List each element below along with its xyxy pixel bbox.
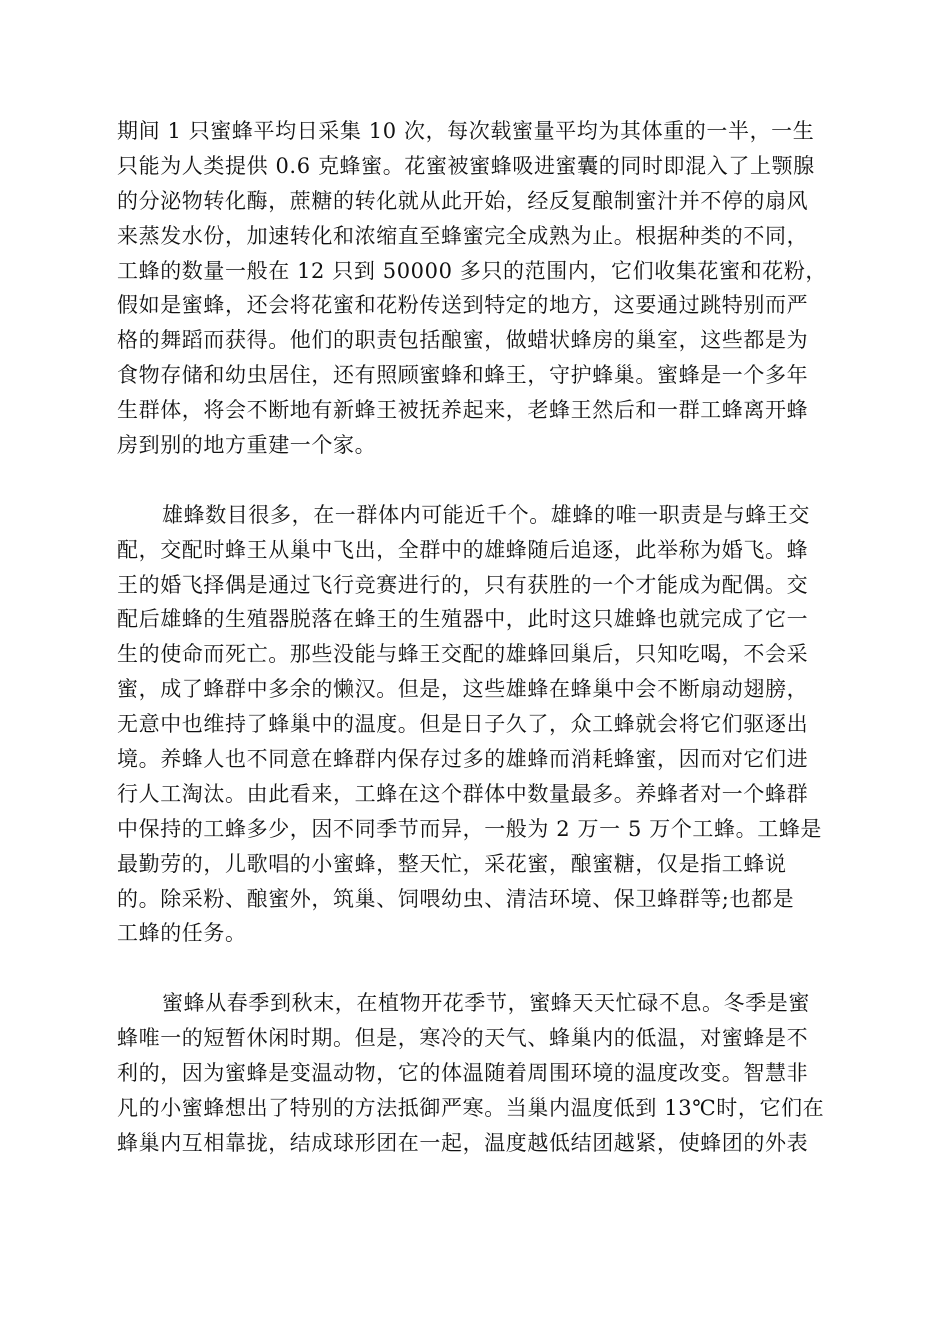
document-body (117, 114, 837, 1161)
text-line: 蜜蜂从春季到秋末，在植物开花季节，蜜蜂天天忙碌不息。冬季是蜜 (162, 991, 810, 1016)
text-line: 生群体，将会不断地有新蜂王被抚养起来，老蜂王然后和一群工蜂离开蜂 (117, 398, 809, 423)
paragraph-spacer (117, 951, 837, 986)
text-line: 房到别的地方重建一个家。 (117, 433, 377, 458)
text-line: 来蒸发水份，加速转化和浓缩直至蜂蜜完全成熟为止。根据种类的不同， (117, 223, 809, 248)
text-line: 配后雄蜂的生殖器脱落在蜂王的生殖器中，此时这只雄蜂也就完成了它一 (117, 607, 809, 632)
text-line: 蜜，成了蜂群中多余的懒汉。但是，这些雄蜂在蜂巢中会不断扇动翅膀， (117, 677, 809, 702)
text-line: 蜂巢内互相靠拢，结成球形团在一起，温度越低结团越紧，使蜂团的外表 (117, 1130, 809, 1155)
text-line: 食物存储和幼虫居住，还有照顾蜜蜂和蜂王，守护蜂巢。蜜蜂是一个多年 (117, 363, 809, 388)
text-line: 境。养蜂人也不同意在蜂群内保存过多的雄蜂而消耗蜂蜜，因而对它们进 (117, 747, 809, 772)
text-line: 利的，因为蜜蜂是变温动物，它的体温随着周围环境的温度改变。智慧非 (117, 1061, 809, 1086)
paragraph-spacer (117, 463, 837, 498)
text-line: 最勤劳的，儿歌唱的小蜜蜂，整天忙，采花蜜，酿蜜糖，仅是指工蜂说 (117, 851, 787, 876)
text-line: 雄蜂数目很多，在一群体内可能近千个。雄蜂的唯一职责是与蜂王交 (162, 502, 810, 527)
text-line: 的。除采粉、酿蜜外，筑巢、饲喂幼虫、清洁环境、保卫蜂群等;也都是 (117, 886, 795, 911)
text-line: 只能为人类提供 0.6 克蜂蜜。花蜜被蜜蜂吸进蜜囊的同时即混入了上颚腺 (117, 153, 815, 178)
text-line: 格的舞蹈而获得。他们的职责包括酿蜜，做蜡状蜂房的巢室，这些都是为 (117, 328, 809, 353)
text-line: 假如是蜜蜂，还会将花蜜和花粉传送到特定的地方，这要通过跳特别而严 (117, 293, 809, 318)
text-line: 配，交配时蜂王从巢中飞出，全群中的雄蜂随后追逐，此举称为婚飞。蜂 (117, 537, 809, 562)
text-line: 期间 1 只蜜蜂平均日采集 10 次，每次载蜜量平均为其体重的一半，一生 (117, 119, 815, 143)
text-line: 无意中也维持了蜂巢中的温度。但是日子久了，众工蜂就会将它们驱逐出 (117, 712, 809, 737)
text-line: 工蜂的数量一般在 12 只到 50000 多只的范围内，它们收集花蜜和花粉， (117, 258, 828, 283)
text-line: 中保持的工蜂多少，因不同季节而异，一般为 2 万一 5 万个工蜂。工蜂是 (117, 816, 823, 841)
text-line: 凡的小蜜蜂想出了特别的方法抵御严寒。当巢内温度低到 13℃时，它们在 (117, 1095, 825, 1120)
text-line: 行人工淘汰。由此看来，工蜂在这个群体中数量最多。养蜂者对一个蜂群 (117, 781, 809, 806)
text-line: 的分泌物转化酶，蔗糖的转化就从此开始，经反复酿制蜜汁并不停的扇风 (117, 188, 809, 213)
paragraph-3 (117, 986, 837, 1160)
paragraph-1 (117, 114, 837, 463)
text-line: 工蜂的任务。 (117, 921, 247, 946)
text-line: 蜂唯一的短暂休闲时期。但是，寒冷的天气、蜂巢内的低温，对蜜蜂是不 (117, 1026, 809, 1051)
text-line: 王的婚飞择偶是通过飞行竞赛进行的，只有获胜的一个才能成为配偶。交 (117, 572, 809, 597)
paragraph-2 (117, 498, 837, 952)
text-line: 生的使命而死亡。那些没能与蜂王交配的雄蜂回巢后，只知吃喝，不会采 (117, 642, 809, 667)
